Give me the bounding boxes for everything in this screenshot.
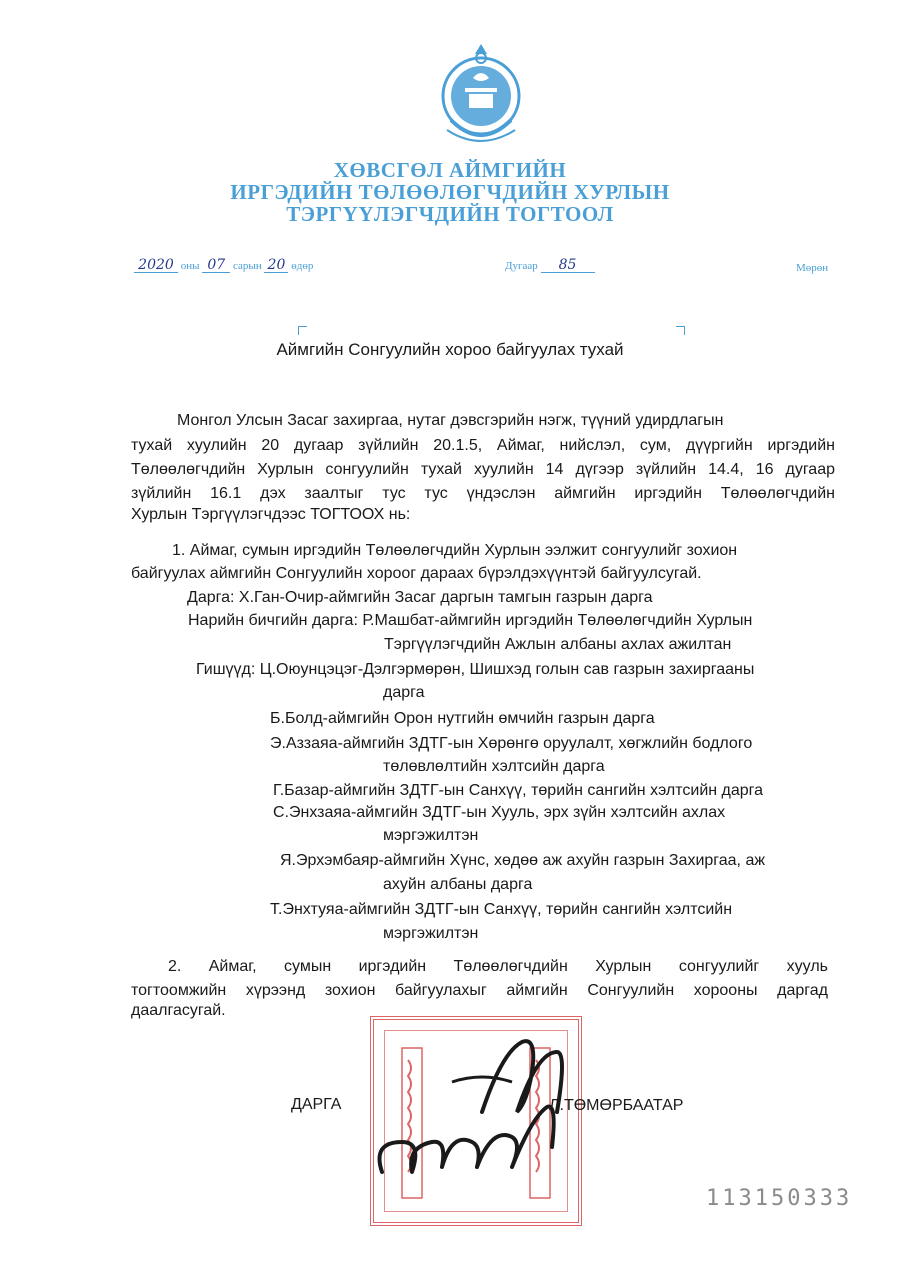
committee-members: Гишүүд: Ц.Оюунцэцэг-Дэлгэрмөрөн, Шишхэд голын сав газрын захиргааны [196, 661, 755, 678]
number-label: Дугаар [505, 260, 538, 272]
state-emblem [437, 38, 525, 146]
member-enkhzaya: С.Энхзаяа-аймгийн ЗДТГ-ын Хууль, эрх зүйн хэлтсийн ахлах [273, 804, 726, 821]
date-line [134, 258, 313, 273]
member-azzaya: Э.Аззаяа-аймгийн ЗДТГ-ын Хөрөнгө оруулалт, хөгжлийн бодлого [270, 735, 753, 752]
item1-line: байгуулах аймгийн Сонгуулийн хороог дараах бүрэлдэхүүнтэй байгуулсугай. [131, 565, 702, 582]
number-line [505, 258, 595, 273]
item2-line: 2. Аймаг, сумын иргэдийн Төлөөлөгчдийн Хурлын сонгуулийг хууль [168, 958, 828, 975]
header-line-2: ИРГЭДИЙН ТӨЛӨӨЛӨГЧДИЙН ХУРЛЫН [230, 180, 670, 204]
year-label: оны [180, 260, 200, 272]
member-bold: Б.Болд-аймгийн Орон нутгийн өмчийн газрын дарга [270, 710, 655, 727]
member-azzaya-cont: төлөвлөлтийн хэлтсийн дарга [383, 758, 605, 775]
header-line-3: ТЭРГҮҮЛЭГЧДИЙН ТОГТООЛ [286, 202, 614, 226]
committee-chair: Дарга: Х.Ган-Очир-аймгийн Засаг даргын тамгын газрын дарга [187, 589, 653, 606]
preamble-line: зүйлийн 16.1 дэх заалтыг тус тус үндэслэн аймгийн иргэдийн Төлөөлөгчдийн [131, 485, 835, 502]
subject-bracket-right [676, 326, 685, 335]
committee-members-cont: дарга [383, 684, 425, 701]
serial-number: 113150333 [706, 1186, 853, 1211]
member-enkhtuya: Т.Энхтуяа-аймгийн ЗДТГ-ын Санхүү, төрийн сангийн хэлтсийн [270, 901, 733, 918]
preamble-line: Монгол Улсын Засаг захиргаа, нутаг дэвсгэрийн нэгж, түүний удирдлагын [177, 412, 724, 429]
subject-title: Аймгийн Сонгуулийн хороо байгуулах тухай [276, 340, 624, 359]
member-erkhembayar: Я.Эрхэмбаяр-аймгийн Хүнс, хөдөө аж ахуйн газрын Захиргаа, аж [280, 852, 766, 869]
number-value: 85 [541, 258, 595, 273]
member-enkhtuya-cont: мэргэжилтэн [383, 925, 479, 942]
preamble-line: Төлөөлөгчдийн Хурлын сонгуулийн тухай хуулийн 14 дүгээр зүйлийн 14.4, 16 дугаар [131, 461, 835, 478]
day-value: 20 [264, 258, 288, 273]
member-bazar: Г.Базар-аймгийн ЗДТГ-ын Санхүү, төрийн сангийн хэлтсийн дарга [273, 782, 764, 799]
signatory-name: Л.ТӨМӨРБААТАР [549, 1097, 684, 1114]
year-value: 2020 [134, 258, 178, 273]
place-label: Мөрөн [796, 262, 829, 274]
subject-bracket-left [298, 326, 307, 335]
month-value: 07 [202, 258, 230, 273]
item2-line: тогтоомжийн хүрээнд зохион байгуулахыг аймгийн Сонгуулийн хорооны даргад [131, 982, 828, 999]
committee-secretary-cont: Тэргүүлэгчдийн Ажлын албаны ахлах ажилтан [384, 636, 732, 653]
item2-line: даалгасугай. [131, 1002, 226, 1019]
member-erkhembayar-cont: ахуйн албаны дарга [383, 876, 533, 893]
handwritten-signature [362, 1022, 582, 1192]
month-label: сарын [233, 260, 262, 272]
preamble-line: Хурлын Тэргүүлэгчдээс ТОГТООХ нь: [131, 506, 411, 523]
header-line-1: ХӨВСГӨЛ АЙМГИЙН [333, 158, 567, 182]
day-label: өдөр [291, 260, 314, 272]
signatory-title: ДАРГА [291, 1096, 342, 1113]
committee-secretary: Нарийн бичгийн дарга: Р.Машбат-аймгийн иргэдийн Төлөөлөгчдийн Хурлын [188, 612, 753, 629]
item1-line: 1. Аймаг, сумын иргэдийн Төлөөлөгчдийн Хурлын ээлжит сонгуулийг зохион [172, 542, 738, 559]
member-enkhzaya-cont: мэргэжилтэн [383, 827, 479, 844]
preamble-line: тухай хуулийн 20 дугаар зүйлийн 20.1.5, Аймаг, нийслэл, сум, дүүргийн иргэдийн [131, 437, 835, 454]
